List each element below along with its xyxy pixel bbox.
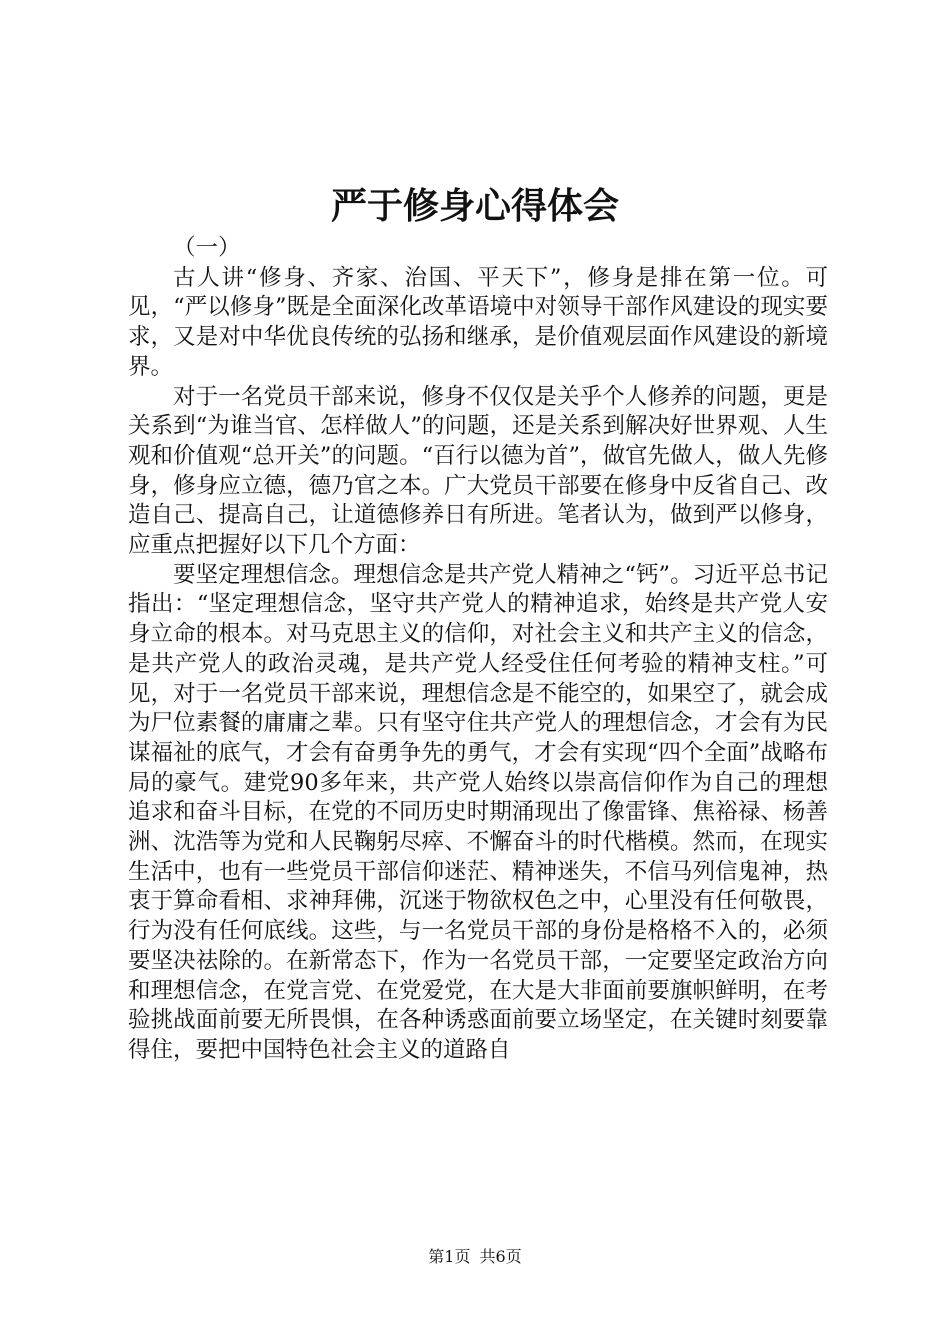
page-total: 共6页: [479, 1247, 522, 1266]
page-number: 第1页: [428, 1247, 471, 1266]
document-title: 严于修身心得体会: [330, 185, 619, 227]
document-body: [128, 234, 828, 1066]
paragraph: 要坚定理想信念。理想信念是共产党人精神之“钙”。习近平总书记指出：“坚定理想信念，坚守共产党人的精神追求，始终是共产党人安身立命的根本。对马克思主义的信仰，对社会主义和共产主义的信念，是共产党人的政治灵魂，是共产党人经受住任何考验的精神支柱。”可见，对于一名党员干部来说，理想信念是不能空的，如果空了，就会成为尸位素餐的庸庸之辈。只有坚守住共产党人的理想信念，才会有为民谋福祉的底气，才会有奋勇争先的勇气，才会有实现“四个全面”战略布局的豪气。建党90多年来，共产党人始终以崇高信仰作为自己的理想追求和奋斗目标，在党的不同历史时期涌现出了像雷锋、焦裕禄、杨善洲、沈浩等为党和人民鞠躬尽瘁、不懈奋斗的时代楷模。然而，在现实生活中，也有一些党员干部信仰迷茫、精神迷失，不信马列信鬼神，热衷于算命看相、求神拜佛，沉迷于物欲权色之中，心里没有任何敬畏，行为没有任何底线。这些，与一名党员干部的身份是格格不入的，必须要坚决祛除的。在新常态下，作为一名党员干部，一定要坚定政治方向和理想信念，在党言党、在党爱党，在大是大非面前要旗帜鲜明，在考验挑战面前要无所畏惧，在各种诱惑面前要立场坚定，在关键时刻要靠得住，要把中国特色社会主义的道路自: [128, 561, 828, 1063]
paragraph: 古人讲“修身、齐家、治国、平天下”，修身是排在第一位。可见，“严以修身”既是全面深化改革语境中对领导干部作风建设的现实要求，又是对中华优良传统的弘扬和继承，是价值观层面作风建设的新境界。: [128, 264, 828, 380]
section-number: （一）: [173, 235, 241, 261]
page-footer: [0, 1246, 950, 1268]
paragraph: 对于一名党员干部来说，修身不仅仅是关乎个人修养的问题，更是关系到“为谁当官、怎样做人”的问题，还是关系到解决好世界观、人生观和价值观“总开关”的问题。“百行以德为首”，做官先做人，做人先修身，修身应立德，德乃官之本。广大党员干部要在修身中反省自己、改造自己、提高自己，让道德修养日有所进。笔者认为，做到严以修身，应重点把握好以下几个方面：: [128, 383, 828, 559]
